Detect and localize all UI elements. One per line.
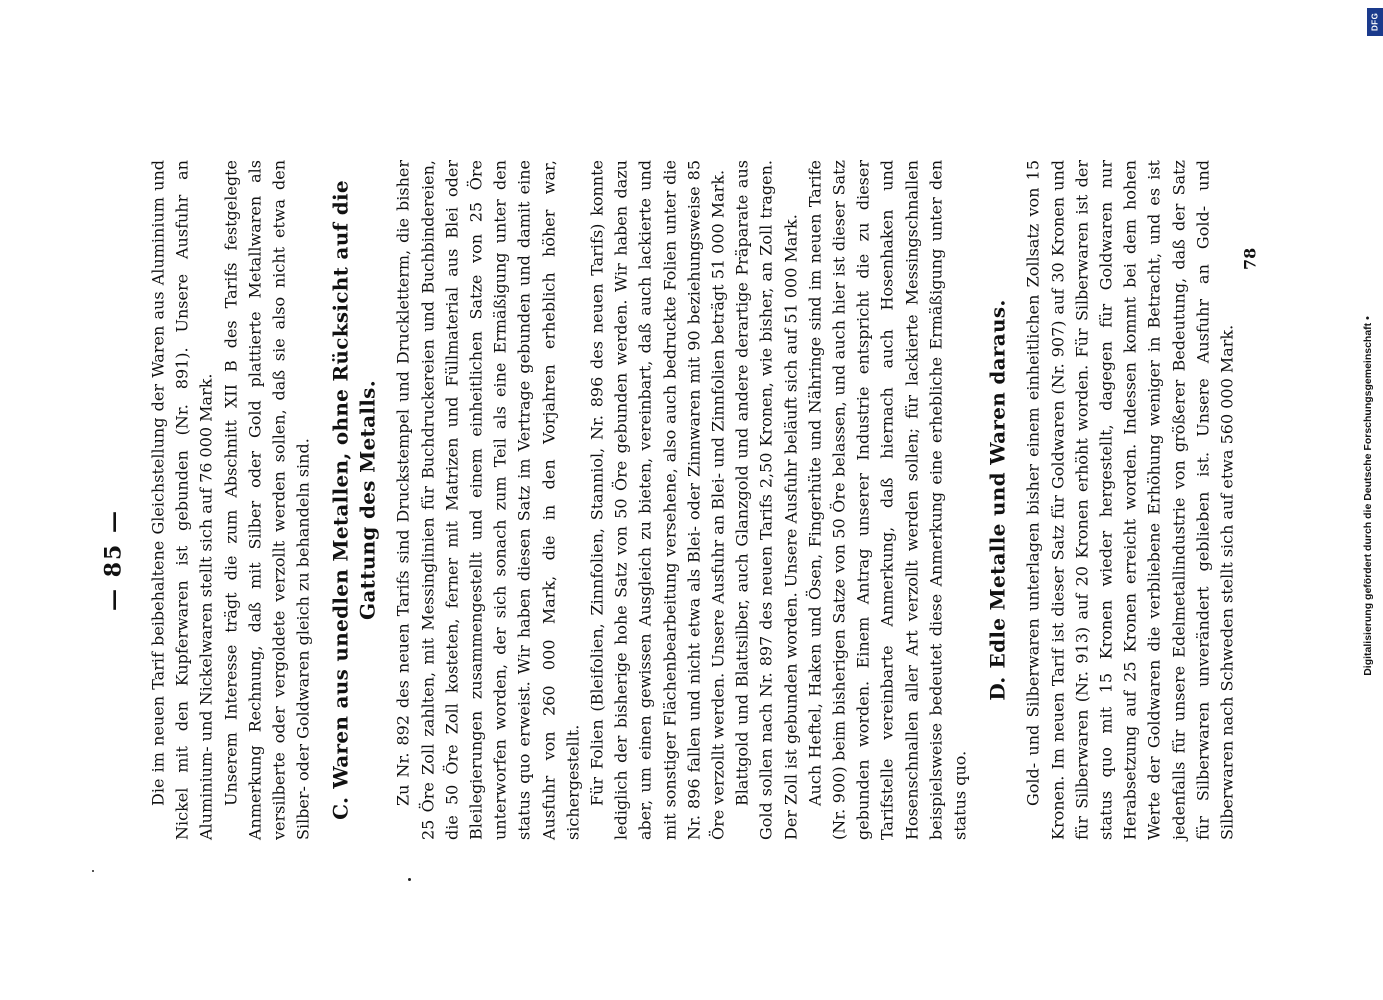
section-title: Waren aus unedlen Metallen, ohne Rücksicht auf die Gattung des Metalls. [328, 180, 380, 789]
paragraph: Die im neuen Tarif beibehaltene Gleichstellung der Waren aus Aluminium und Nickel mit den Kupferwaren ist gebunden (Nr. 891). Unsere Ausfuhr an Aluminium- und Nickelwaren stellt sich auf 76 000 Mark. [148, 160, 216, 840]
section-heading-d [985, 160, 1012, 840]
paragraph: Auch Heftel, Haken und Ösen, Fingerhüte und Nähringe sind im neuen Tarife (Nr. 900) beim bisherigen Satze von 50 Öre belassen, und auch hier ist dieser Satz gebunden worden. Einem Antrag unserer Industrie entspricht die zu dieser Tarifstelle vereinbarte Anmerkung, daß hiernach auch Hosenhaken und Hosenschnallen aller Art verzollt werden sollen; für lackierte Messingschnallen beispielsweise bedeutet diese Anmerkung eine erhebliche Ermäßigung unter den status quo. [805, 160, 970, 840]
page-body [147, 160, 1240, 840]
scan-speck [92, 870, 94, 872]
section-heading-c [328, 160, 382, 840]
paragraph: Blattgold und Blattsilber, auch Glanzgold und andere derartige Präparate aus Gold sollen nach Nr. 897 des neuen Tarifs 2,50 Kronen, wie bisher, an Zoll tragen. Der Zoll ist gebunden worden. Unsere Ausfuhr beläuft sich auf 51 000 Mark. [732, 160, 801, 840]
scan-speck [408, 878, 411, 881]
page-footer-number: 78 [1240, 247, 1260, 270]
section-letter: C. [328, 796, 353, 820]
page-header: — 85 — [100, 509, 127, 611]
paragraph: Für Folien (Bleifolien, Zinnfolien, Stanniol, Nr. 896 des neuen Tarifs) konnte lediglich der bisherige hohe Satz von 50 Öre gebunden werden. Wir haben dazu aber, um einen gewissen Ausgleich zu bieten, vereinbart, daß auch lackierte und mit sonstiger Flächenbearbeitung versehene, also auch bedruckte Folien unter die Nr. 896 fallen und nicht etwa als Blei- oder Zinnwaren mit 90 beziehungsweise 85 Öre verzollt werden. Unsere Ausfuhr an Blei- und Zinnfolien beträgt 51 000 Mark. [587, 160, 728, 840]
section-title: Edle Metalle und Waren daraus. [985, 299, 1010, 669]
section-letter: D. [985, 676, 1010, 701]
paragraph: Unserem Interesse trägt die zum Abschnitt XII B des Tarifs festgelegte Anmerkung Rechnung, daß mit Silber oder Gold plattierte Metallwaren als versilberte oder vergoldete verzollt werden sollen, daß sie also nicht etwa den Silber- oder Goldwaren gleich zu behandeln sind. [221, 160, 313, 840]
dfg-logo-icon: DFG [1367, 8, 1383, 36]
digitization-credit: Digitalisierung gefördert durch die Deutsche Forschungsgemeinschaft • [1362, 316, 1374, 676]
paragraph: Zu Nr. 892 des neuen Tarifs sind Druckstempel und Druckletterm, die bisher 25 Öre Zoll zahlten, mit Messinglinien für Buchdruckereien und Buchbindereien, die 50 Öre Zoll kosteten, ferner mit Matrizen und Füllmaterial aus Blei oder Bleilegierungen zusammengestellt und einem einheitlichen Satze von 25 Öre unterworfen worden, der sich sonach zum Teil als eine Ermäßigung unter den status quo erweist. Wir haben diesen Satz im Vertrage gebunden und damit eine Ausfuhr von 260 000 Mark, die in den Vorjahren erheblich höher war, sichergestellt. [393, 160, 583, 840]
scanned-page [9, 0, 1383, 1000]
paragraph: Gold- und Silberwaren unterlagen bisher einem einheitlichen Zollsatz von 15 Kronen. Im neuen Tarif ist dieser Satz für Goldwaren (Nr. 907) auf 30 Kronen und für Silberwaren (Nr. 913) auf 20 Kronen erhöht worden. Für Silberwaren ist der status quo mit 15 Kronen wieder hergestellt, dagegen für Goldwaren nur Herabsetzung auf 25 Kronen erreicht worden. Indessen kommt bei dem hohen Werte der Goldwaren die verbliebene Erhöhung weniger in Betracht, und es ist jedenfalls für unsere Edelmetallindustrie von größerer Bedeutung, daß der Satz für Silberwaren unverändert geblieben ist. Unsere Ausfuhr an Gold- und Silberwaren nach Schweden stellt sich auf etwa 560 000 Mark. [1023, 160, 1237, 840]
